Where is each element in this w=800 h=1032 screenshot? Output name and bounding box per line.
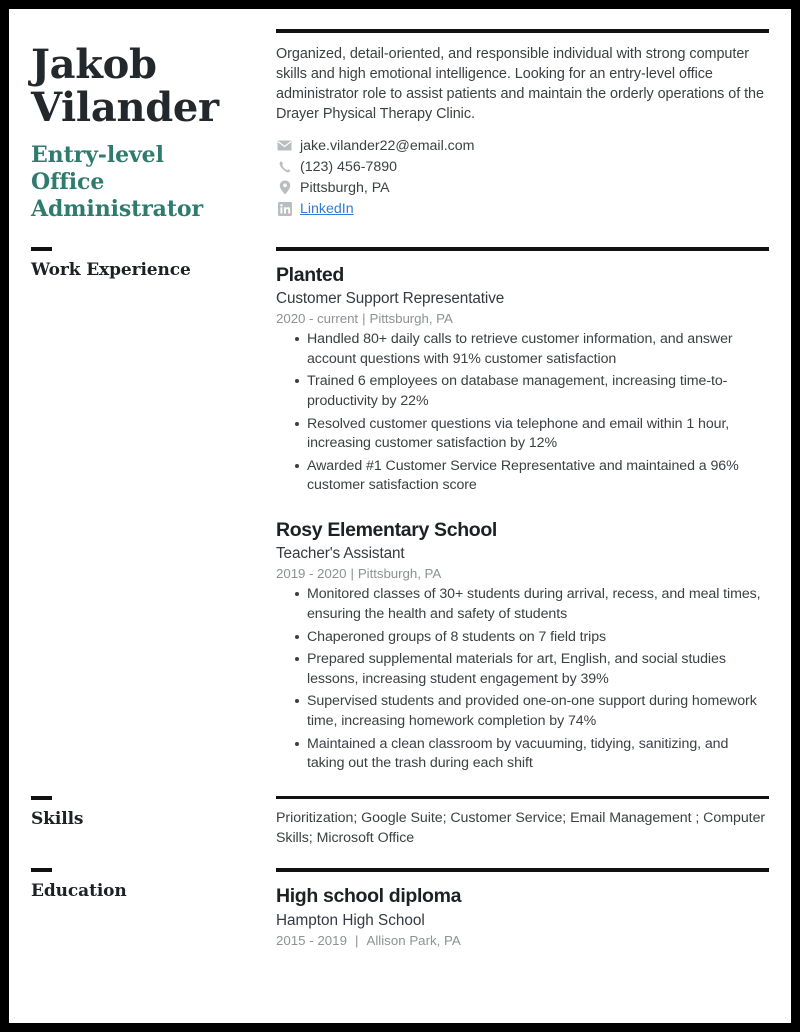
experience-bullet: Trained 6 employees on database management, increasing time-to-productivity by 22%: [276, 372, 769, 411]
contact-phone-text: (123) 456-7890: [300, 158, 398, 175]
resume-inner: [9, 9, 791, 948]
experience-bullet: Resolved customer questions via telephone and email within 1 hour, increasing customer satisfaction by 12%: [276, 415, 769, 454]
education-title: Education: [31, 881, 127, 902]
job-title-line-1: Entry-level: [31, 142, 164, 169]
experience-bullet-list: [276, 585, 769, 773]
education-degree: High school diploma: [276, 885, 462, 908]
contact-location-row[interactable]: [276, 180, 769, 196]
contact-linkedin-row[interactable]: [276, 201, 769, 217]
contact-location-text: Pittsburgh, PA: [300, 179, 390, 196]
candidate-name: [31, 41, 276, 132]
education-content: [276, 868, 769, 947]
linkedin-icon: [276, 201, 293, 216]
work-experience-heading-col: [31, 247, 276, 280]
experience-bullet: Supervised students and provided one-on-one support during homework time, increasing homework completion by 74%: [276, 692, 769, 731]
experience-organization: Planted: [276, 263, 344, 286]
last-name: Vilander: [31, 84, 219, 132]
contact-phone-row[interactable]: [276, 159, 769, 175]
experience-location: Pittsburgh, PA: [369, 311, 453, 327]
header-left: [31, 29, 276, 223]
education-divider: [276, 868, 769, 872]
linkedin-link[interactable]: LinkedIn: [300, 200, 354, 217]
education-dates: 2015 - 2019: [276, 932, 347, 948]
education-school: Hampton High School: [276, 911, 425, 929]
header-divider: [276, 29, 769, 33]
first-name: Jakob: [31, 41, 157, 88]
header-row: [31, 29, 769, 223]
location-pin-icon: [276, 180, 293, 195]
skills-heading: [31, 796, 276, 829]
experience-bullet: Maintained a clean classroom by vacuuming, tidying, sanitizing, and taking out the trash during each shift: [276, 735, 769, 774]
job-title-line-3: Administrator: [31, 196, 203, 223]
envelope-icon: [276, 138, 293, 153]
section-dash-icon: [31, 247, 52, 251]
resume-page: [9, 9, 791, 1023]
work-experience-section: [31, 247, 769, 774]
skills-divider: [276, 796, 769, 799]
experience-dates: 2020 - current: [276, 311, 359, 327]
candidate-job-title: [31, 142, 276, 222]
experience-bullet: Monitored classes of 30+ students during arrival, recess, and meal times, ensuring the health and safety of students: [276, 585, 769, 624]
work-experience-content: [276, 247, 769, 774]
skills-list-text: Prioritization; Google Suite; Customer Service; Email Management ; Computer Skills; Microsoft Office: [276, 809, 766, 846]
contact-email-row[interactable]: [276, 138, 769, 154]
experience-bullet: Chaperoned groups of 8 students on 7 field trips: [276, 628, 769, 648]
experience-entry: [276, 263, 769, 496]
education-location: Allison Park, PA: [366, 932, 461, 948]
experience-meta: [276, 311, 769, 326]
skills-heading-col: [31, 796, 276, 829]
experience-bullet: Prepared supplemental materials for art, English, and social studies lessons, increasing student engagement by 39%: [276, 650, 769, 689]
experience-bullet: Handled 80+ daily calls to retrieve customer information, and answer account questions with 91% customer satisfaction: [276, 330, 769, 369]
experience-role: Customer Support Representative: [276, 290, 505, 308]
education-heading: [31, 868, 276, 901]
job-title-line-2: Office: [31, 169, 105, 196]
section-dash-icon: [31, 868, 52, 872]
experience-organization: Rosy Elementary School: [276, 518, 497, 541]
skills-section: [31, 796, 769, 849]
contact-list: [276, 138, 769, 217]
education-heading-col: [31, 868, 276, 901]
experience-bullet: Awarded #1 Customer Service Representative and maintained a 96% customer satisfaction score: [276, 457, 769, 496]
education-meta-separator: |: [354, 932, 359, 948]
education-entry: [276, 884, 769, 947]
skills-content: [276, 796, 769, 849]
work-experience-heading: [31, 247, 276, 280]
experience-meta-separator: |: [350, 566, 354, 582]
experience-meta-separator: |: [362, 311, 366, 327]
work-experience-divider: [276, 247, 769, 251]
education-section: [31, 868, 769, 947]
experience-dates: 2019 - 2020: [276, 566, 347, 582]
experience-bullet-list: [276, 330, 769, 496]
experience-entry: [276, 518, 769, 774]
experience-location: Pittsburgh, PA: [357, 566, 442, 582]
phone-icon: [276, 159, 293, 174]
work-experience-title: Work Experience: [31, 259, 191, 280]
experience-role: Teacher's Assistant: [276, 545, 405, 563]
skills-title: Skills: [31, 808, 84, 829]
section-dash-icon: [31, 796, 52, 800]
education-meta: [276, 933, 769, 948]
experience-meta: [276, 566, 769, 581]
contact-email-text: jake.vilander22@email.com: [300, 137, 475, 154]
professional-summary: Organized, detail-oriented, and responsible individual with strong computer skills and high emotional intelligence. Looking for an entry-level office administrator role to assist patients and maintain the orderly operations of the Drayer Physical Therapy Clinic.: [276, 46, 764, 123]
header-right: [276, 29, 769, 222]
